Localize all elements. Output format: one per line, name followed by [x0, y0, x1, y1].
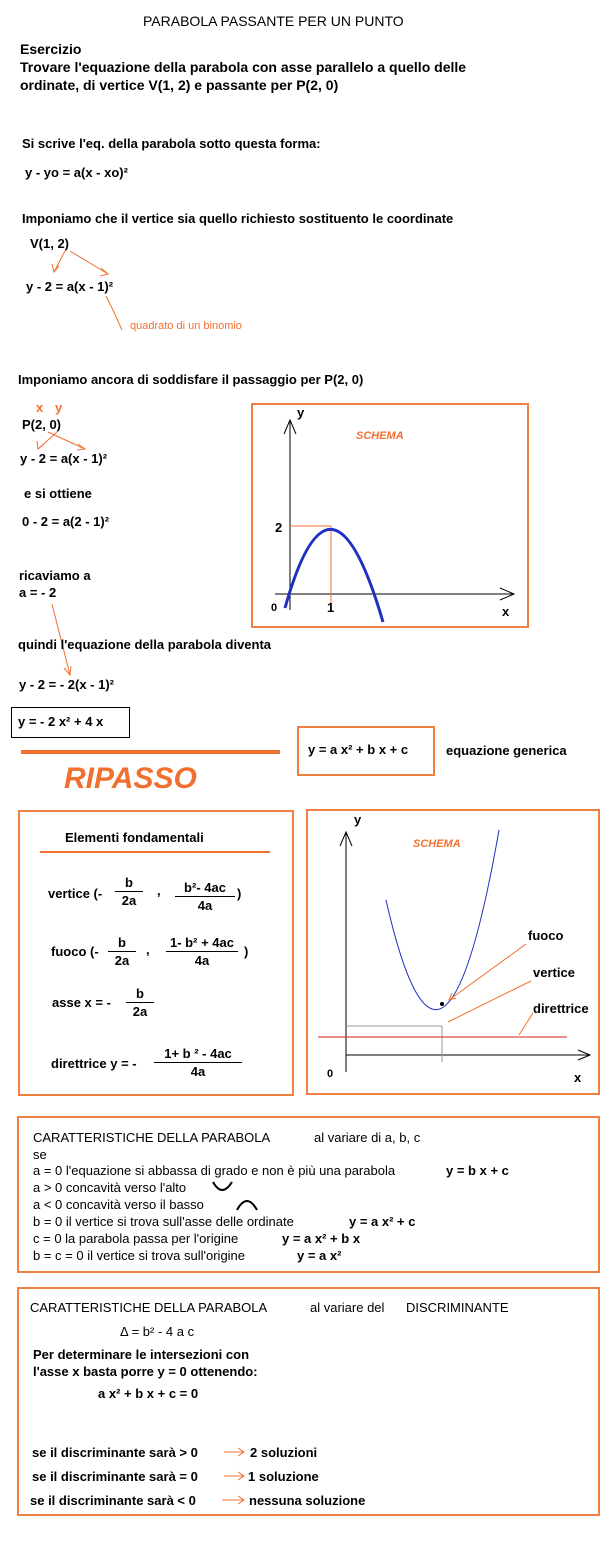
caratteristiche-1-se: se — [33, 1147, 47, 1162]
final-equation-2: y = - 2 x² + 4 x — [18, 714, 104, 729]
exercise-line-1: Trovare l'equazione della parabola con asse parallelo a quello delle — [20, 59, 467, 75]
caratteristiche-2-heading: CARATTERISTICHE DELLA PARABOLA — [30, 1300, 268, 1315]
vertice-comma: , — [157, 883, 161, 898]
a-value: a = - 2 — [19, 585, 57, 600]
binomio-note: quadrato di un binomio — [130, 320, 242, 332]
x-label: x — [36, 400, 44, 415]
case-zero-result: 1 soluzione — [248, 1469, 319, 1484]
fuoco-frac-2: 1- b² + 4ac 4a — [166, 935, 238, 968]
case-zero: se il discriminante sarà = 0 — [32, 1469, 198, 1484]
exercise-line-2: ordinate, di vertice V(1, 2) e passante per P(2, 0) — [20, 77, 339, 93]
char-row-5: c = 0 la parabola passa per l'origine — [33, 1231, 239, 1246]
concave-down-icon — [237, 1201, 257, 1210]
direttrice-label: direttrice y = - — [51, 1056, 137, 1071]
generic-equation: y = a x² + b x + c — [308, 742, 409, 757]
vertice-callout: vertice — [533, 965, 575, 980]
ripasso-heading: RIPASSO — [64, 762, 197, 795]
schema-2-origin: 0 — [327, 1068, 334, 1080]
char-row-5-eq: y = a x² + b x — [282, 1231, 361, 1246]
case-negative: se il discriminante sarà < 0 — [30, 1493, 196, 1508]
pass-intro: Imponiamo ancora di soddisfare il passaggio per P(2, 0) — [18, 372, 364, 387]
schema-2-y-axis: y — [354, 812, 362, 827]
caratteristiche-1-heading: CARATTERISTICHE DELLA PARABOLA — [33, 1130, 271, 1145]
discriminante-label: DISCRIMINANTE — [406, 1300, 509, 1315]
schema-1-tick-y: 2 — [275, 520, 283, 535]
vertex-equation: y - 2 = a(x - 1)² — [26, 279, 114, 294]
char-row-4-eq: y = a x² + c — [349, 1214, 416, 1229]
char-row-1: a = 0 l'equazione si abbassa di grado e non è più una parabola — [33, 1163, 396, 1178]
quindi: quindi l'equazione della parabola diventa — [18, 637, 272, 652]
schema-1-y-axis: y — [297, 405, 305, 420]
fuoco-comma: , — [146, 942, 150, 957]
fuoco-close: ) — [244, 944, 249, 959]
exercise-heading: Esercizio — [20, 41, 82, 57]
schema-1-origin: 0 — [271, 602, 278, 614]
caratteristiche-2-subheading: al variare del — [310, 1300, 385, 1315]
char-row-6: b = c = 0 il vertice si trova sull'origine — [33, 1248, 246, 1263]
schema-2-x-axis: x — [574, 1070, 582, 1085]
y-label: y — [55, 400, 63, 415]
form-equation: y - yo = a(x - xo)² — [25, 165, 128, 180]
fuoco-label: fuoco (- — [51, 944, 99, 959]
schema-1-x-axis: x — [502, 604, 510, 619]
equation-again: y - 2 = a(x - 1)² — [20, 451, 108, 466]
char-row-3: a < 0 concavità verso il basso — [33, 1197, 204, 1212]
char-row-1-eq: y = b x + c — [446, 1163, 509, 1178]
intro-line-2: l'asse x basta porre y = 0 ottenendo: — [33, 1364, 258, 1379]
direttrice-frac: 1+ b ² - 4ac 4a — [154, 1046, 242, 1079]
generic-label: equazione generica — [446, 743, 567, 758]
form-intro: Si scrive l'eq. della parabola sotto questa forma: — [22, 136, 321, 151]
schema-1-tick-x: 1 — [327, 600, 335, 615]
vertice-frac-1: b 2a — [115, 875, 143, 908]
substituted-equation: 0 - 2 = a(2 - 1)² — [22, 514, 110, 529]
asse-label: asse x = - — [52, 995, 111, 1010]
page-title: PARABOLA PASSANTE PER UN PUNTO — [143, 13, 404, 29]
intro-line-1: Per determinare le intersezioni con — [33, 1347, 250, 1362]
case-positive: se il discriminante sarà > 0 — [32, 1445, 198, 1460]
case-negative-result: nessuna soluzione — [249, 1493, 366, 1508]
asse-frac: b 2a — [126, 986, 154, 1019]
vertex-point: V(1, 2) — [30, 236, 70, 251]
caratteristiche-1-subheading: al variare di a, b, c — [314, 1130, 421, 1145]
vertice-label: vertice (- — [48, 886, 103, 901]
vertice-frac-2: b²- 4ac 4a — [175, 880, 235, 913]
char-row-2: a > 0 concavità verso l'alto — [33, 1180, 187, 1195]
vertice-close: ) — [237, 886, 242, 901]
concave-up-icon — [213, 1182, 232, 1190]
final-equation-1: y - 2 = - 2(x - 1)² — [19, 677, 114, 692]
ricaviamo: ricaviamo a — [19, 568, 91, 583]
fuoco-callout: fuoco — [528, 928, 564, 943]
p-point: P(2, 0) — [22, 417, 62, 432]
schema-2-label: SCHEMA — [413, 838, 461, 850]
elementi-heading: Elementi fondamentali — [65, 830, 204, 845]
case-positive-result: 2 soluzioni — [250, 1445, 318, 1460]
char-row-4: b = 0 il vertice si trova sull'asse delle ordinate — [33, 1214, 294, 1229]
char-row-6-eq: y = a x² — [297, 1248, 342, 1263]
delta-formula: Δ = b² - 4 a c — [120, 1324, 195, 1339]
direttrice-callout: direttrice — [533, 1001, 589, 1016]
si-ottiene: e si ottiene — [24, 486, 92, 501]
schema-1-label: SCHEMA — [356, 430, 404, 442]
fuoco-frac-1: b 2a — [108, 935, 136, 968]
quadratic-equation: a x² + b x + c = 0 — [98, 1386, 199, 1401]
vertex-intro: Imponiamo che il vertice sia quello richiesto sostituento le coordinate — [22, 211, 454, 226]
